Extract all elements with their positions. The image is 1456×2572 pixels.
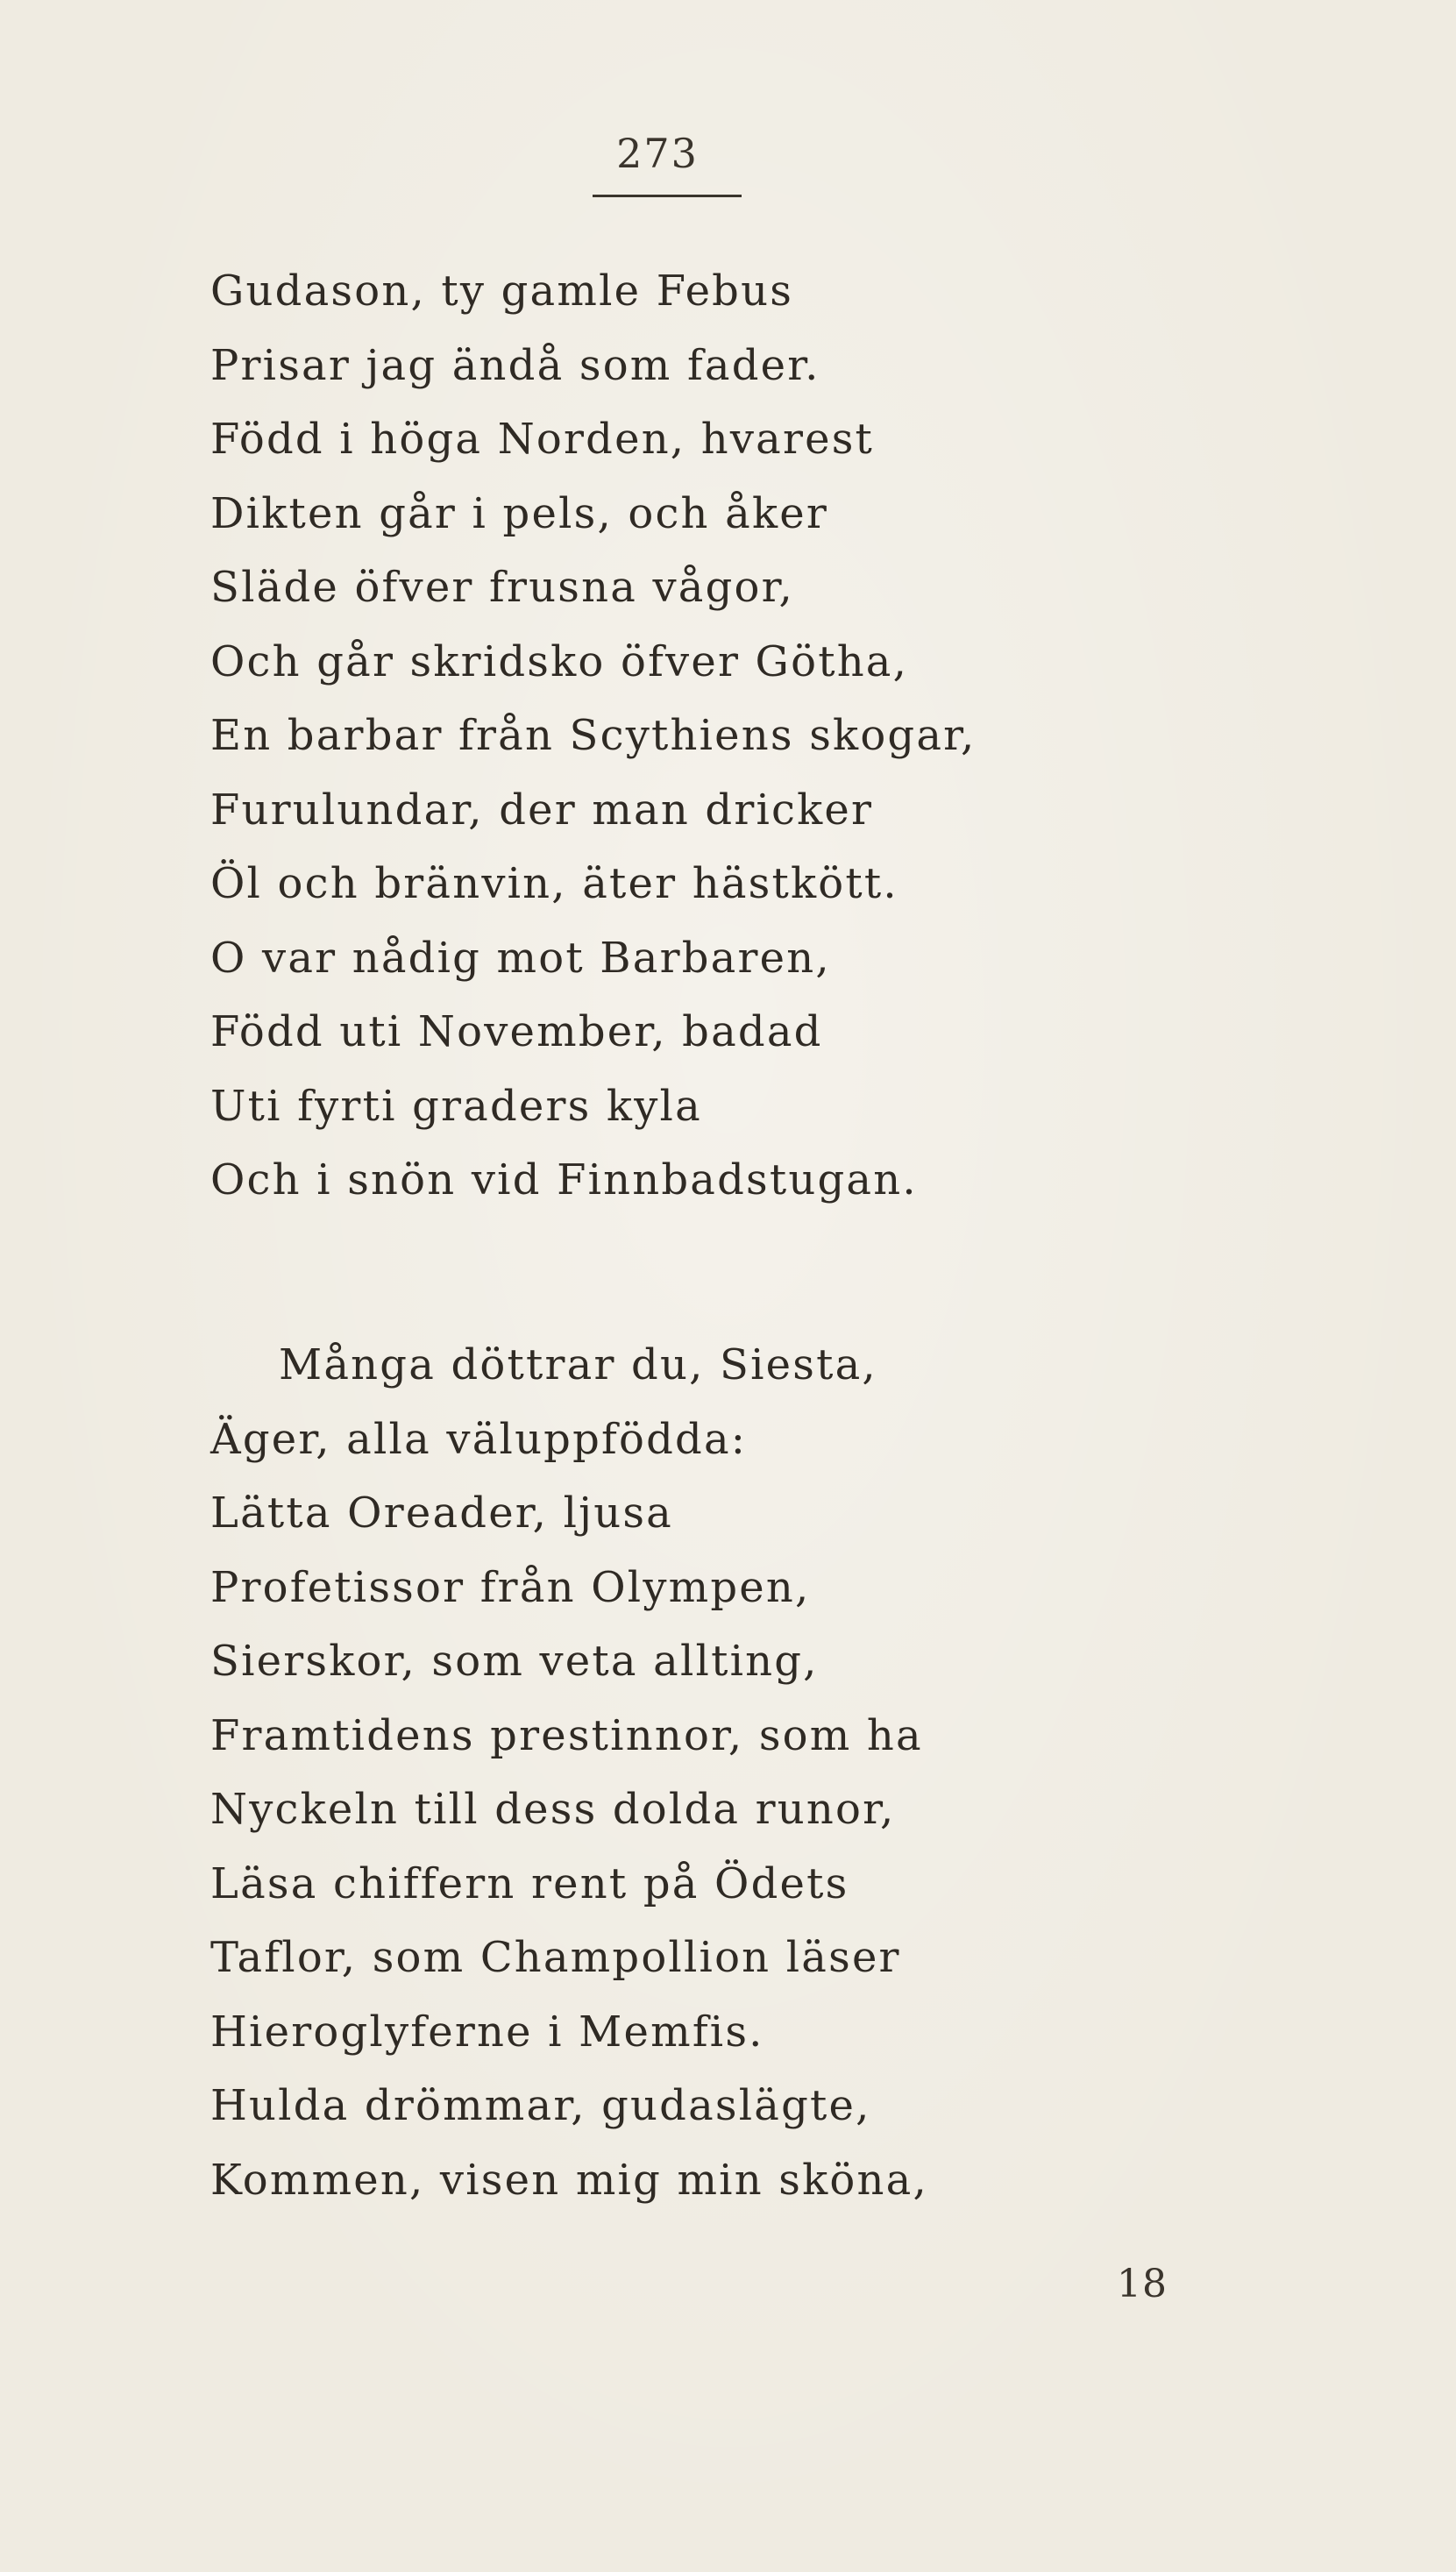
verse-line: Öl och bränvin, äter hästkött. bbox=[210, 859, 898, 908]
header-rule bbox=[593, 195, 742, 197]
verse-line: Släde öfver frusna vågor, bbox=[210, 563, 794, 612]
verse-line: Taflor, som Champollion läser bbox=[210, 1933, 901, 1982]
verse-line: Gudason, ty gamle Febus bbox=[210, 266, 794, 316]
verse-line: Många döttrar du, Siesta, bbox=[279, 1340, 877, 1389]
verse-line: Och går skridsko öfver Götha, bbox=[210, 636, 909, 686]
verse-line: Furulundar, der man dricker bbox=[210, 785, 874, 835]
verse-line: Dikten går i pels, och åker bbox=[210, 488, 828, 538]
verse-line: Kommen, visen mig min sköna, bbox=[210, 2155, 928, 2205]
verse-line: Nyckeln till dess dolda runor, bbox=[210, 1785, 896, 1834]
verse-line: Sierskor, som veta allting, bbox=[210, 1637, 819, 1686]
verse-line: Uti fyrti graders kyla bbox=[210, 1081, 702, 1131]
verse-line: Född i höga Norden, hvarest bbox=[210, 415, 875, 464]
stanza-2 bbox=[210, 1328, 1315, 2217]
verse-line: Hulda drömmar, gudaslägte, bbox=[210, 2081, 871, 2130]
verse-line: Hieroglyferne i Memfis. bbox=[210, 2007, 764, 2057]
verse-line: Profetissor från Olympen, bbox=[210, 1562, 811, 1612]
signature-mark: 18 bbox=[1117, 2262, 1168, 2306]
stanza-1 bbox=[210, 254, 1315, 1218]
verse-line: Född uti November, badad bbox=[210, 1007, 823, 1056]
verse-line: Och i snön vid Finnbadstugan. bbox=[210, 1155, 918, 1204]
verse-line: Läsa chiffern rent på Ödets bbox=[210, 1858, 849, 1908]
verse-line: Framtidens prestinnor, som ha bbox=[210, 1710, 923, 1760]
verse-line: Prisar jag ändå som fader. bbox=[210, 340, 820, 390]
page-number: 273 bbox=[616, 130, 699, 177]
verse-line: Lätta Oreader, ljusa bbox=[210, 1488, 673, 1538]
verse-line: Äger, alla väluppfödda: bbox=[210, 1414, 748, 1464]
verse-line: En barbar från Scythiens skogar, bbox=[210, 711, 977, 760]
verse-line: O var nådig mot Barbaren, bbox=[210, 933, 831, 983]
